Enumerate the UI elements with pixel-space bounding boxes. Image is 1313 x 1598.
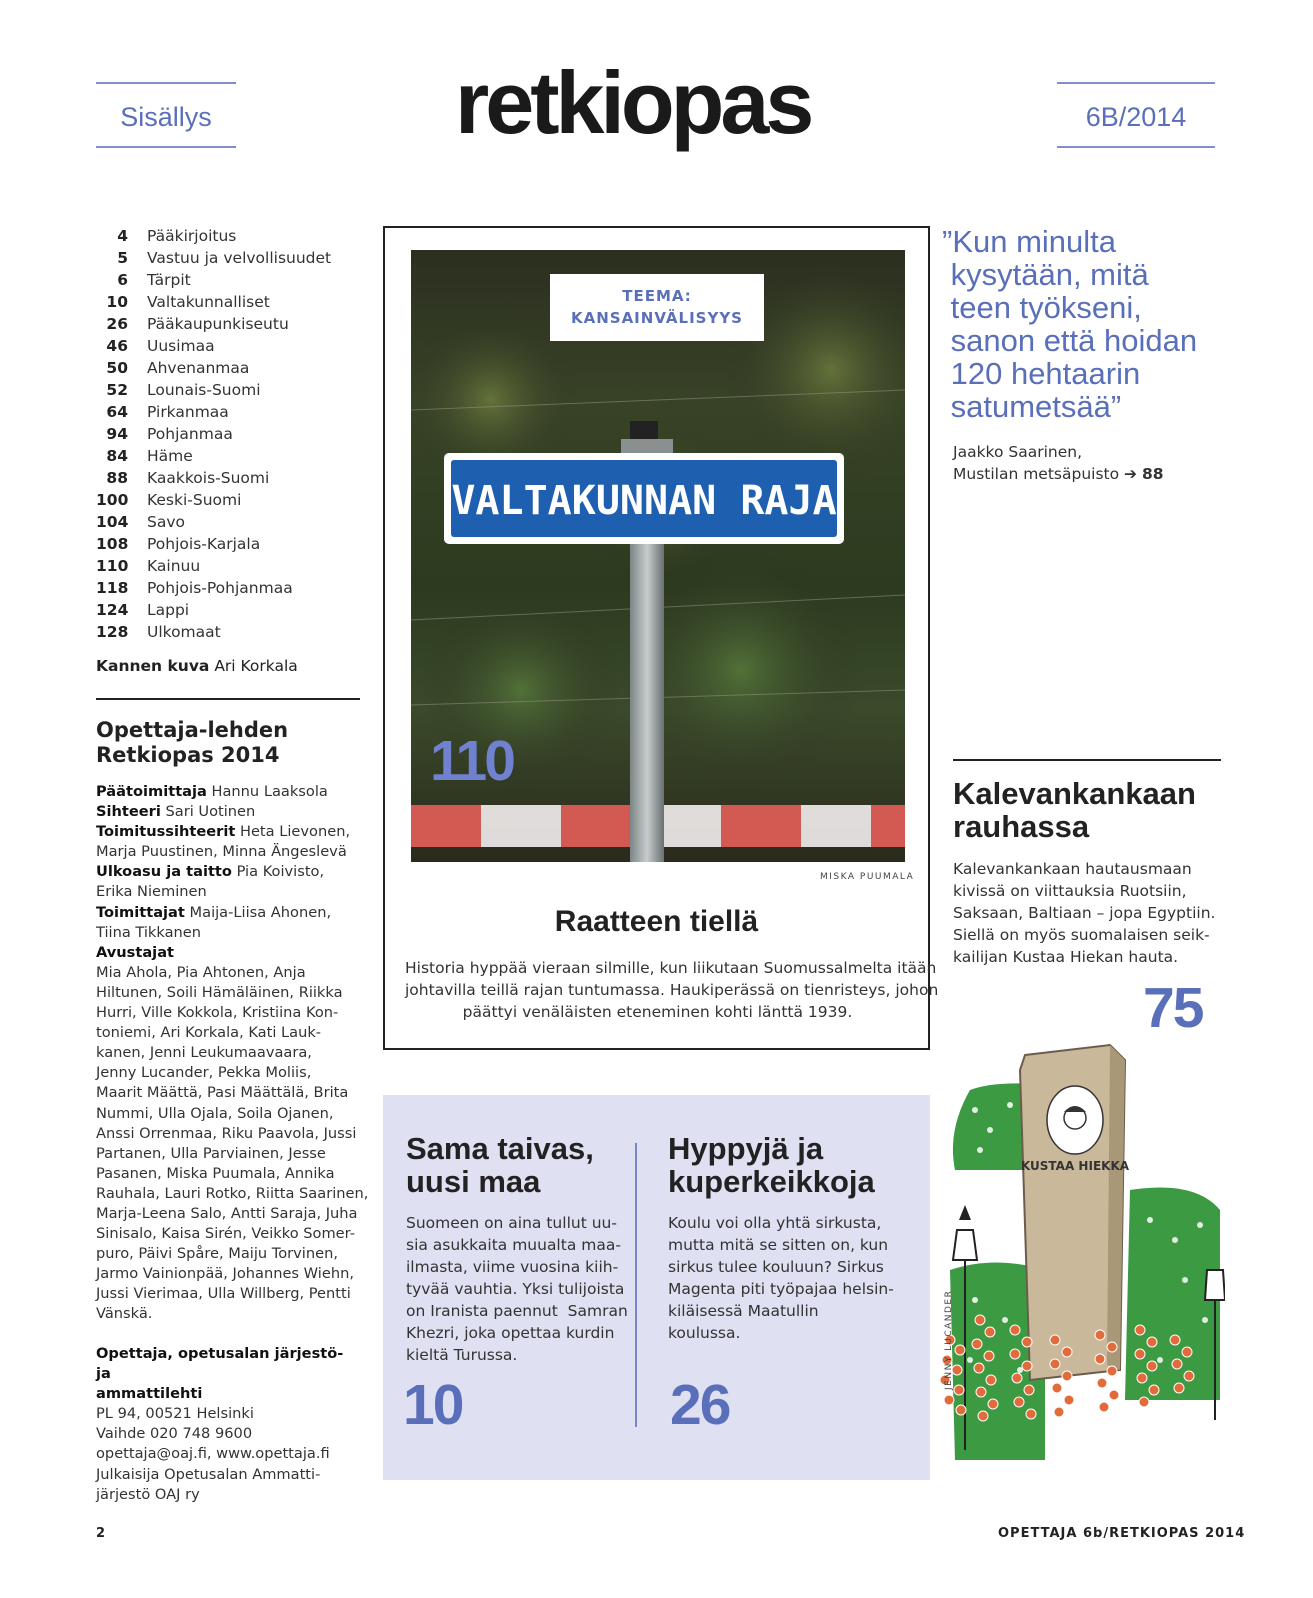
quote-attribution-place: Mustilan metsäpuisto xyxy=(953,465,1120,483)
quote-line: sanon että hoidan xyxy=(942,323,1198,358)
toc-page-number: 52 xyxy=(106,381,128,399)
staff-line xyxy=(96,1204,361,1224)
quote-line: satumetsää” xyxy=(942,389,1122,424)
publisher-title-line1: Opettaja, opetusalan järjestö- ja xyxy=(96,1345,344,1383)
teaser-right-title[interactable] xyxy=(668,1132,875,1198)
staff-line xyxy=(96,822,361,842)
toc-item[interactable] xyxy=(96,335,356,357)
staff-names: Rauhala, Lauri Rotko, Riitta Saarinen, xyxy=(96,1184,369,1202)
toc-label: Keski-Suomi xyxy=(147,491,242,509)
toc-item[interactable] xyxy=(96,621,356,643)
staff-names: Anssi Orrenmaa, Riku Paavola, Jussi xyxy=(96,1124,357,1142)
toc-label: Valtakunnalliset xyxy=(147,293,270,311)
toc-item[interactable] xyxy=(96,357,356,379)
staff-names: Hannu Laaksola xyxy=(206,783,328,800)
toc-label: Kainuu xyxy=(147,557,201,575)
feature-page-number: 110 xyxy=(430,729,513,793)
staff-names: Hurri, Ville Kokkola, Kristiina Kon- xyxy=(96,1004,339,1022)
staff-line xyxy=(96,1284,361,1304)
toc-page-number: 64 xyxy=(106,403,128,421)
teaser-left-text-line: on Iranista paennut Samran xyxy=(406,1302,628,1320)
toc-item[interactable] xyxy=(96,225,356,247)
theme-tag-line2: KANSAINVÄLISYYS xyxy=(570,309,743,327)
toc-label: Ulkomaat xyxy=(147,623,221,641)
teaser-left-text-line: sia asukkaita muualta maa- xyxy=(406,1236,621,1254)
staff-role: Ulkoasu ja taitto xyxy=(96,863,232,881)
pull-quote xyxy=(942,225,1222,423)
staff-line xyxy=(96,842,361,862)
staff-names: puro, Päivi Spåre, Maiju Torvinen, xyxy=(96,1245,338,1263)
staff-names: Tiina Tikkanen xyxy=(96,923,201,941)
toc-item[interactable] xyxy=(96,555,356,577)
section-label-text: Sisällys xyxy=(120,102,212,132)
toc-page-number: 46 xyxy=(106,337,128,355)
staff-line xyxy=(96,963,361,983)
toc-item[interactable] xyxy=(96,423,356,445)
staff-role: Avustajat xyxy=(96,943,175,961)
toc-page-number: 124 xyxy=(96,601,129,619)
kal-page-number: 75 xyxy=(1143,976,1203,1040)
kal-text-line: kivissä on viittauksia Ruotsiin, xyxy=(953,882,1187,900)
staff-line xyxy=(96,1184,369,1204)
staff-role: Sihteeri xyxy=(96,803,161,821)
kal-text-line: Saksaan, Baltiaan – jopa Egyptiin. xyxy=(953,904,1216,922)
issue-label-text: 6B/2014 xyxy=(1085,102,1187,132)
staff-names: Jenny Lucander, Pekka Moliis, xyxy=(96,1064,312,1082)
teaser-right-text-line: Koulu voi olla yhtä sirkusta, xyxy=(668,1214,882,1232)
toc-page-number: 26 xyxy=(106,315,128,333)
toc-label: Pääkirjoitus xyxy=(147,227,237,245)
staff-line xyxy=(96,1003,361,1023)
publisher-line: Julkaisija Opetusalan Ammatti- xyxy=(96,1465,321,1483)
quote-line: teen työkseni, xyxy=(942,290,1142,325)
feature-text-line: johtavilla teillä rajan tuntumassa. Haukiperässä on tienristeys, johon xyxy=(405,981,939,999)
toc-item[interactable] xyxy=(96,313,356,335)
staff-line xyxy=(96,983,361,1003)
toc-item[interactable] xyxy=(96,445,356,467)
staff-line xyxy=(96,1144,361,1164)
staff-line xyxy=(96,943,361,963)
toc-item[interactable] xyxy=(96,511,356,533)
sign-text: VALTAKUNNAN RAJA xyxy=(451,478,837,524)
teaser-right-text-line: koulussa. xyxy=(668,1324,741,1342)
toc-label: Lounais-Suomi xyxy=(147,381,261,399)
toc-page-number: 10 xyxy=(106,293,128,311)
toc-item[interactable] xyxy=(96,379,356,401)
toc-label: Vastuu ja velvollisuudet xyxy=(147,249,332,267)
quote-line: kysytään, mitä xyxy=(942,257,1149,292)
staff-line xyxy=(96,1063,361,1083)
staff-line xyxy=(96,1043,361,1063)
teaser-right-text-line: mutta mitä se sitten on, kun xyxy=(668,1236,889,1254)
teaser-left-text-line: Suomeen on aina tullut uu- xyxy=(406,1214,617,1232)
grave-illustration xyxy=(935,1040,1225,1480)
photo-credit: MISKA PUUMALA xyxy=(820,872,915,882)
teaser-left-title[interactable] xyxy=(406,1132,594,1198)
toc-page-number: 84 xyxy=(106,447,128,465)
page-number: 2 xyxy=(96,1526,106,1541)
toc-page-number: 88 xyxy=(106,469,128,487)
toc-label: Pääkaupunkiseutu xyxy=(147,315,289,333)
teaser-right-page-number: 26 xyxy=(670,1373,730,1437)
arrow-icon: ➔ xyxy=(1124,465,1138,483)
teaser-right-text-line: kiläisessä Maatullin xyxy=(668,1302,819,1320)
toc-page-number: 100 xyxy=(96,491,129,509)
toc-page-number: 94 xyxy=(106,425,128,443)
staff-names: Hiltunen, Soili Hämäläinen, Riikka xyxy=(96,983,343,1001)
staff-names: Pia Koivisto, xyxy=(231,863,325,881)
toc-label: Pohjois-Pohjanmaa xyxy=(147,579,293,597)
theme-tag xyxy=(550,274,764,341)
feature-text xyxy=(405,957,939,1023)
staff-names: Nummi, Ulla Ojala, Soila Ojanen, xyxy=(96,1104,334,1122)
staff-line xyxy=(96,1023,361,1043)
staff-names: Heta Lievonen, xyxy=(235,823,351,841)
toc-page-number: 4 xyxy=(117,227,128,245)
teaser-right-text-line: sirkus tulee kouluun? Sirkus xyxy=(668,1258,884,1276)
toc-page-number: 50 xyxy=(106,359,128,377)
publisher-lines xyxy=(96,1404,361,1504)
masthead-title xyxy=(96,718,288,768)
staff-names: Marja Puustinen, Minna Ängeslevä xyxy=(96,843,347,861)
kal-title-line1: Kalevankankaan xyxy=(953,776,1196,811)
teaser-left-title-line2: uusi maa xyxy=(406,1164,541,1199)
teaser-left-text-line: tyvää vauhtia. Yksi tulijoista xyxy=(406,1280,625,1298)
table-of-contents xyxy=(96,225,356,643)
kal-divider xyxy=(953,759,1221,761)
toc-item[interactable] xyxy=(96,269,356,291)
teaser-left-page-number: 10 xyxy=(403,1373,463,1437)
staff-line xyxy=(96,1244,361,1264)
staff-names: Partanen, Ulla Parviainen, Jesse xyxy=(96,1144,326,1162)
quote-page-link[interactable]: 88 xyxy=(1141,465,1164,483)
toc-page-number: 104 xyxy=(96,513,129,531)
staff-line xyxy=(96,802,361,822)
toc-page-number: 110 xyxy=(96,557,129,575)
toc-page-number: 108 xyxy=(96,535,129,553)
toc-item[interactable] xyxy=(96,467,356,489)
toc-item[interactable] xyxy=(96,489,356,511)
kal-text-line: Kalevankankaan hautausmaan xyxy=(953,860,1192,878)
toc-label: Savo xyxy=(147,513,185,531)
staff-names: Marja-Leena Salo, Antti Saraja, Juha xyxy=(96,1204,358,1222)
cover-credit xyxy=(96,657,298,675)
panel-divider xyxy=(635,1143,637,1427)
quote-line: ”Kun minulta xyxy=(942,224,1117,259)
staff-names: Maija-Liisa Ahonen, xyxy=(184,903,332,921)
staff-names: Erika Nieminen xyxy=(96,883,207,901)
staff-names: Jussi Vierimaa, Ulla Willberg, Pentti xyxy=(96,1285,351,1303)
theme-tag-line1: TEEMA: xyxy=(622,287,692,305)
toc-label: Pirkanmaa xyxy=(147,403,229,421)
staff-line xyxy=(96,1164,361,1184)
staff-line xyxy=(96,862,361,882)
quote-attribution-name: Jaakko Saarinen, xyxy=(953,443,1083,461)
toc-page-number: 6 xyxy=(117,271,128,289)
staff-names: Mia Ahola, Pia Ahtonen, Anja xyxy=(96,963,306,981)
teaser-left-text-line: kieltä Turussa. xyxy=(406,1346,518,1364)
staff-line xyxy=(96,1083,361,1103)
publisher-line: PL 94, 00521 Helsinki xyxy=(96,1405,254,1423)
toc-item[interactable] xyxy=(96,247,356,269)
staff-names: Pasanen, Miska Puumala, Annika xyxy=(96,1164,335,1182)
publisher-line: järjestö OAJ ry xyxy=(96,1485,200,1503)
magazine-title: retkiopas xyxy=(455,53,811,152)
staff-line xyxy=(96,903,361,923)
kal-title xyxy=(953,777,1196,843)
toc-label: Tärpit xyxy=(147,271,191,289)
stone-text: KUSTAA HIEKKA xyxy=(1020,1159,1130,1173)
kal-text-line: kailijan Kustaa Hiekan hauta. xyxy=(953,948,1179,966)
teaser-right-text-line: Magenta piti työpajaa helsin- xyxy=(668,1280,894,1298)
staff-line xyxy=(96,1224,361,1244)
staff-line xyxy=(96,1264,361,1284)
staff-line xyxy=(96,1124,361,1144)
staff-role: Toimittajat xyxy=(96,903,185,921)
teaser-left-text-line: Khezri, joka opettaa kurdin xyxy=(406,1324,615,1342)
teaser-right-title-line1: Hyppyjä ja xyxy=(668,1131,824,1166)
staff-role: Toimitussihteerit xyxy=(96,823,236,841)
staff-list xyxy=(96,782,369,1325)
staff-line xyxy=(96,923,361,943)
masthead-title-line2: Retkiopas 2014 xyxy=(96,743,280,767)
staff-names: Maarit Määttä, Pasi Määttälä, Brita xyxy=(96,1084,349,1102)
toc-page-number: 128 xyxy=(96,623,129,641)
kal-text xyxy=(953,858,1223,968)
toc-label: Pohjanmaa xyxy=(147,425,233,443)
publisher-line: opettaja@oaj.fi, www.opettaja.fi xyxy=(96,1445,330,1463)
illustration-credit: JENNY LUCANDER xyxy=(944,1289,954,1390)
quote-line: 120 hehtaarin xyxy=(942,356,1141,391)
toc-label: Lappi xyxy=(147,601,190,619)
teaser-left-text-line: ilmasta, viime vuosina kiih- xyxy=(406,1258,619,1276)
toc-label: Uusimaa xyxy=(147,337,215,355)
staff-names: toniemi, Ari Korkala, Kati Lauk- xyxy=(96,1024,322,1042)
toc-item[interactable] xyxy=(96,533,356,555)
toc-item[interactable] xyxy=(96,291,356,313)
issue-label xyxy=(1057,82,1215,148)
kal-title-line2: rauhassa xyxy=(953,809,1090,844)
publisher-info xyxy=(96,1344,361,1505)
teaser-left-title-line1: Sama taivas, xyxy=(406,1131,594,1166)
publisher-line: Vaihde 020 748 9600 xyxy=(96,1425,253,1443)
staff-names: Sari Uotinen xyxy=(160,803,256,821)
staff-names: Vänskä. xyxy=(96,1305,153,1323)
cover-credit-label: Kannen kuva xyxy=(96,657,210,675)
publication-footer: OPETTAJA 6b/RETKIOPAS 2014 xyxy=(998,1526,1246,1541)
staff-line xyxy=(96,1304,361,1324)
toc-page-number: 5 xyxy=(117,249,128,267)
toc-item[interactable] xyxy=(96,577,356,599)
toc-label: Ahvenanmaa xyxy=(147,359,250,377)
staff-names: kanen, Jenni Leukumaavaara, xyxy=(96,1044,312,1062)
feature-text-line: päättyi venäläisten eteneminen kohti länttä 1939. xyxy=(462,1003,853,1021)
feature-title: Raatteen tiellä xyxy=(554,905,759,938)
staff-line xyxy=(96,1104,361,1124)
staff-line xyxy=(96,782,361,802)
staff-line xyxy=(96,882,361,902)
toc-page-number: 118 xyxy=(96,579,129,597)
teaser-right-title-line2: kuperkeikkoja xyxy=(668,1164,875,1199)
staff-role: Päätoimittaja xyxy=(96,783,207,800)
staff-names: Sinisalo, Kaisa Sirén, Veikko Somer- xyxy=(96,1225,355,1243)
quote-attribution xyxy=(953,441,1164,485)
toc-item[interactable] xyxy=(96,599,356,621)
masthead-title-line1: Opettaja-lehden xyxy=(96,718,289,742)
toc-divider xyxy=(96,698,360,700)
toc-label: Häme xyxy=(147,447,193,465)
teaser-left-text xyxy=(406,1212,628,1366)
cover-credit-name: Ari Korkala xyxy=(214,657,298,675)
section-label xyxy=(96,82,236,148)
kal-text-line: Siellä on myös suomalaisen seik- xyxy=(953,926,1210,944)
toc-item[interactable] xyxy=(96,401,356,423)
toc-label: Pohjois-Karjala xyxy=(147,535,261,553)
feature-text-line: Historia hyppää vieraan silmille, kun liikutaan Suomussalmelta itään xyxy=(405,959,937,977)
publisher-title-line2: ammattilehti xyxy=(96,1385,203,1403)
teaser-right-text xyxy=(668,1212,908,1344)
toc-label: Kaakkois-Suomi xyxy=(147,469,270,487)
staff-names: Jarmo Vainionpää, Johannes Wiehn, xyxy=(96,1265,354,1283)
